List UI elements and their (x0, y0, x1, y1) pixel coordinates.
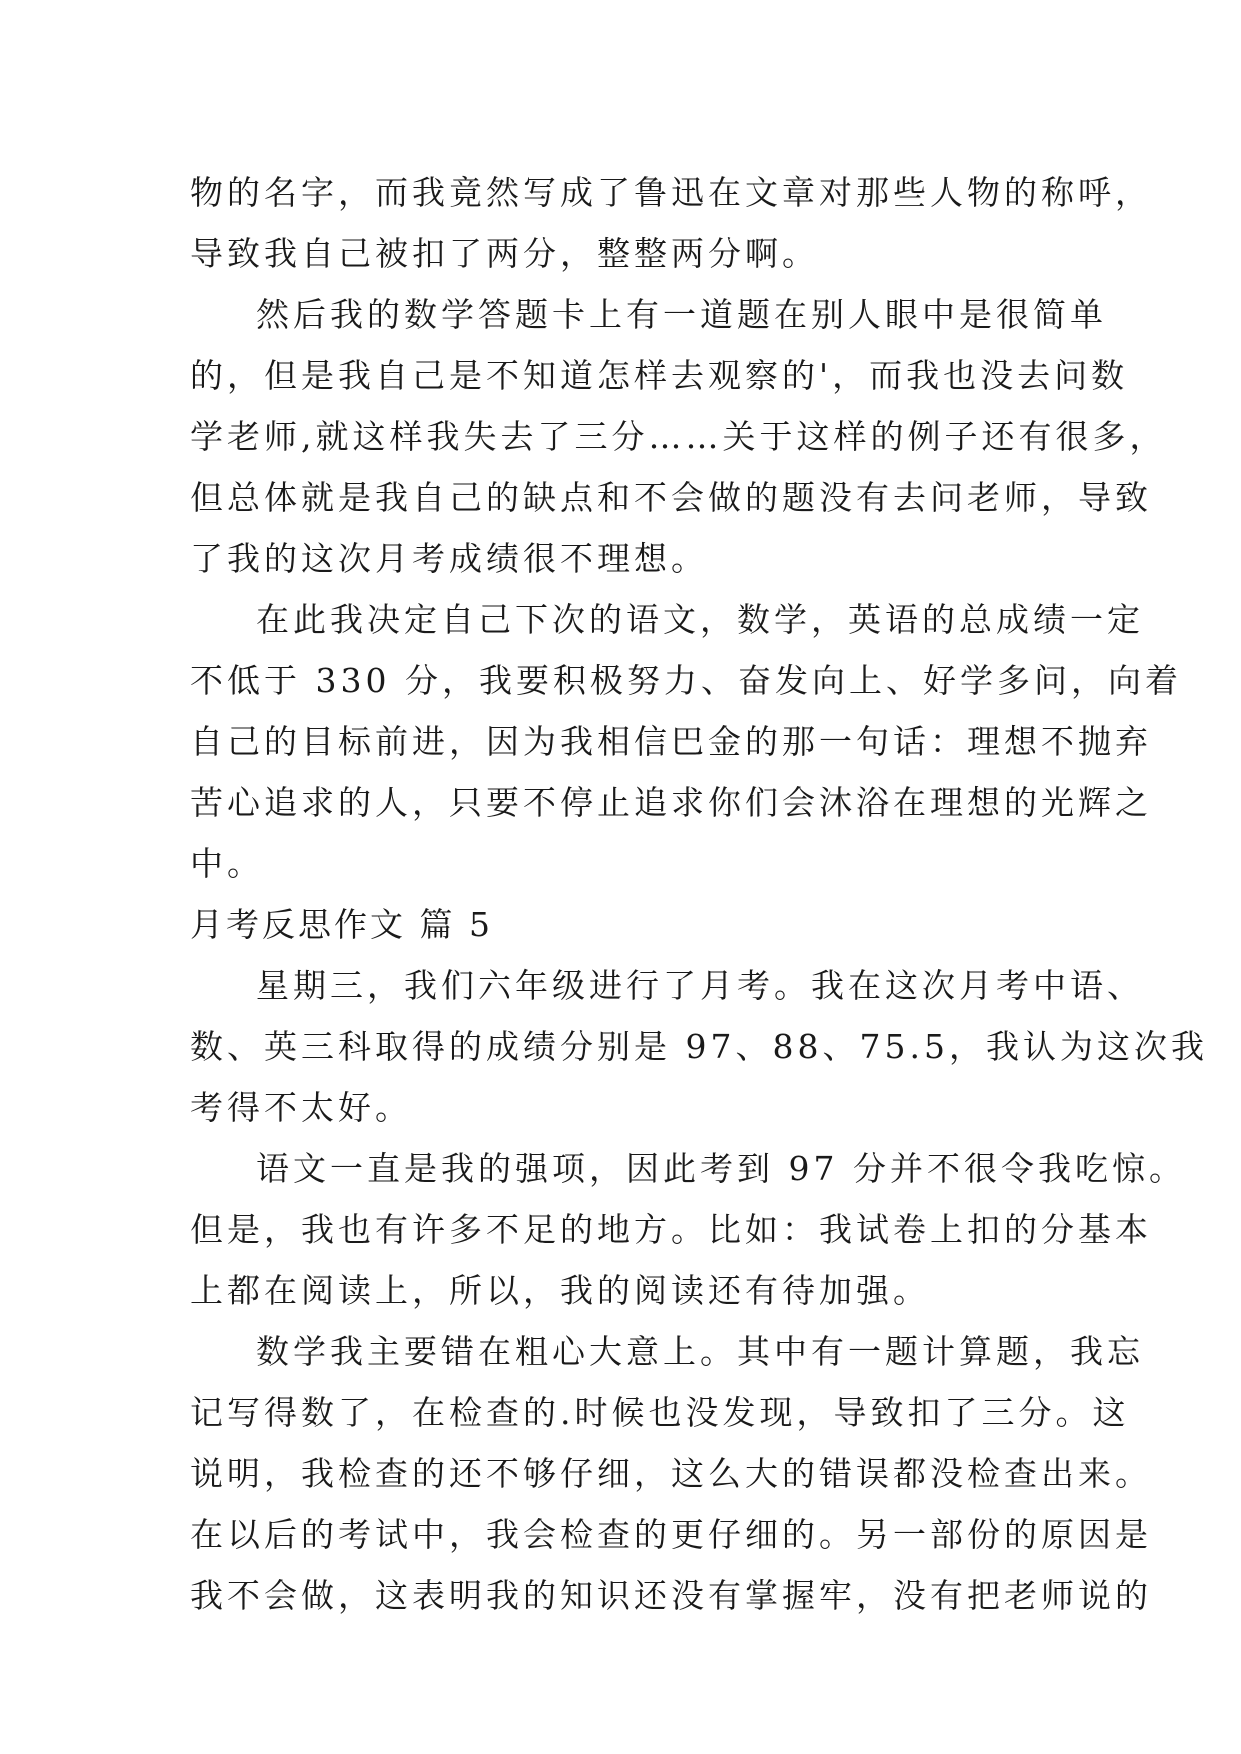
text-line: 在以后的考试中，我会检查的更仔细的。另一部份的原因是 (190, 1515, 1152, 1554)
text-line: 但总体就是我自己的缺点和不会做的题没有去问老师，导致 (190, 478, 1152, 517)
text-line: 学老师,就这样我失去了三分……关于这样的例子还有很多， (190, 417, 1167, 456)
text-line: 了我的这次月考成绩很不理想。 (190, 539, 708, 578)
text-line: 自己的目标前进，因为我相信巴金的那一句话：理想不抛弃 (190, 722, 1152, 761)
text-line: 苦心追求的人，只要不停止追求你们会沐浴在理想的光辉之 (190, 783, 1152, 822)
text-line: 物的名字，而我竟然写成了鲁迅在文章对那些人物的称呼， (190, 173, 1152, 212)
text-line: 记写得数了，在检查的.时候也没发现，导致扣了三分。这 (190, 1393, 1130, 1432)
text-line: 考得不太好。 (190, 1088, 412, 1127)
text-line: 说明，我检查的还不够仔细，这么大的错误都没检查出来。 (190, 1454, 1152, 1493)
document-body (190, 162, 1208, 1626)
text-line: 上都在阅读上，所以，我的阅读还有待加强。 (190, 1271, 930, 1310)
text-line: 导致我自己被扣了两分，整整两分啊。 (190, 234, 819, 273)
text-line: 的，但是我自己是不知道怎样去观察的'，而我也没去问数 (190, 356, 1129, 395)
text-line: 数、英三科取得的成绩分别是 97、88、75.5，我认为这次我 (190, 1027, 1208, 1066)
text-line: 不低于 330 分，我要积极努力、奋发向上、好学多问，向着 (190, 661, 1182, 700)
text-line: 我不会做，这表明我的知识还没有掌握牢，没有把老师说的 (190, 1576, 1152, 1615)
paragraph-start-line: 然后我的数学答题卡上有一道题在别人眼中是很简单 (256, 295, 1107, 334)
text-line: 但是，我也有许多不足的地方。比如：我试卷上扣的分基本 (190, 1210, 1152, 1249)
paragraph-start-line: 在此我决定自己下次的语文，数学，英语的总成绩一定 (256, 600, 1144, 639)
text-line: 中。 (190, 844, 264, 883)
section-heading: 月考反思作文 篇 5 (190, 905, 493, 944)
paragraph-start-line: 数学我主要错在粗心大意上。其中有一题计算题，我忘 (256, 1332, 1144, 1371)
paragraph-start-line: 星期三，我们六年级进行了月考。我在这次月考中语、 (256, 966, 1144, 1005)
paragraph-start-line: 语文一直是我的强项，因此考到 97 分并不很令我吃惊。 (256, 1149, 1186, 1188)
